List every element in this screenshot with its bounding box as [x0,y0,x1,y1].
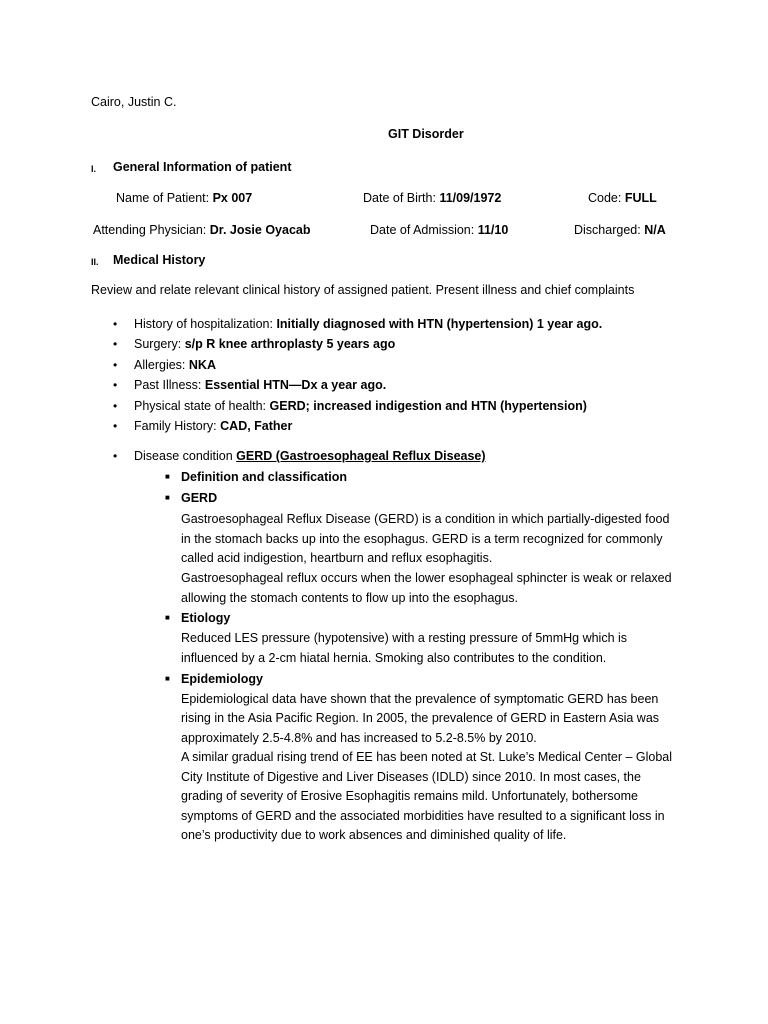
history-item-value: Essential HTN—Dx a year ago. [204,378,387,392]
square-bullet-icon: ■ [165,493,170,502]
history-item-label: Allergies: [134,358,186,372]
section-1-numeral: I. [91,164,97,174]
list-item [134,378,386,392]
history-item-label: History of hospitalization: [134,317,273,331]
code-status [588,191,657,205]
history-item-value: GERD; increased indigestion and HTN (hypertension) [269,399,587,413]
dob-label: Date of Birth: [363,191,436,205]
list-item [134,399,587,413]
bullet-dot-icon: • [113,449,118,463]
list-item [134,419,292,433]
history-item-label: Physical state of health: [134,399,267,413]
dob-value: 11/09/1972 [439,191,502,205]
epidemiology-text-line: one’s productivity due to work absences and diminished quality of life. [181,828,567,842]
date-of-birth [363,191,501,205]
admission-value: 11/10 [477,223,509,237]
gerd-text-line: Gastroesophageal reflux occurs when the lower esophageal sphincter is weak or relaxed [181,571,672,585]
discharged-label: Discharged: [574,223,641,237]
section-2-numeral: II. [91,257,99,267]
patient-name-value: Px 007 [212,191,253,205]
disease-condition [134,449,486,463]
list-item [134,317,602,331]
epidemiology-text-line: City Institute of Digestive and Liver Diseases (IDLD) since 2010. In most cases, the [181,770,641,784]
gerd-text-line: allowing the stomach contents to flow up into the esophagus. [181,591,519,605]
discharged-status [574,223,666,237]
history-item-value: NKA [188,358,216,372]
history-item-value: CAD, Father [220,419,293,433]
epidemiology-text-line: grading of severity of Erosive Esophagitis remains mild. Unfortunately, bothersome [181,789,638,803]
disease-condition-label: Disease condition [134,449,233,463]
patient-name-label: Name of Patient: [116,191,210,205]
section-2-intro: Review and relate relevant clinical history of assigned patient. Present illness and chief complaints [91,283,635,297]
code-label: Code: [588,191,622,205]
epidemiology-text-line: symptoms of GERD and the associated morbidities have resulted to a significant loss in [181,809,665,823]
gerd-text-line: in the stomach backs up into the esophagus. GERD is a term recognized for commonly [181,532,663,546]
epidemiology-text-line: A similar gradual rising trend of EE has been noted at St. Luke’s Medical Center – Global [181,750,673,764]
bullet-dot-icon: • [113,378,118,392]
gerd-text-line: called acid indigestion, heartburn and reflux esophagitis. [181,551,493,565]
gerd-text-line: Gastroesophageal Reflux Disease (GERD) is a condition in which partially-digested food [181,512,670,526]
discharged-value: N/A [644,223,666,237]
bullet-dot-icon: • [113,337,118,351]
list-item [134,337,395,351]
bullet-dot-icon: • [113,399,118,413]
etiology-text-line: influenced by a 2-cm hiatal hernia. Smoking also contributes to the condition. [181,651,607,665]
date-of-admission [370,223,508,237]
author-name: Cairo, Justin C. [91,95,177,109]
list-item [134,358,216,372]
square-bullet-icon: ■ [165,472,170,481]
square-bullet-icon: ■ [165,674,170,683]
section-1-heading: General Information of patient [113,160,292,174]
epidemiology-heading: Epidemiology [181,672,263,686]
attending-physician [93,223,311,237]
section-2-heading: Medical History [113,253,206,267]
physician-label: Attending Physician: [93,223,207,237]
history-item-value: s/p R knee arthroplasty 5 years ago [184,337,396,351]
code-value: FULL [624,191,657,205]
epidemiology-text-line: Epidemiological data have shown that the prevalence of symptomatic GERD has been [181,692,659,706]
bullet-dot-icon: • [113,317,118,331]
square-bullet-icon: ■ [165,613,170,622]
etiology-text-line: Reduced LES pressure (hypotensive) with a resting pressure of 5mmHg which is [181,631,628,645]
epidemiology-text-line: rising in the Asia Pacific Region. In 2005, the prevalence of GERD in Eastern Asia was [181,711,660,725]
patient-name [116,191,252,205]
definition-heading: Definition and classification [181,470,347,484]
bullet-dot-icon: • [113,419,118,433]
gerd-heading: GERD [181,491,218,505]
epidemiology-text-line: approximately 2.5-4.8% and has increased to 5.2-8.5% by 2010. [181,731,537,745]
history-item-label: Surgery: [134,337,182,351]
history-item-label: Past Illness: [134,378,202,392]
disease-condition-value: GERD (Gastroesophageal Reflux Disease) [236,449,486,463]
history-item-value: Initially diagnosed with HTN (hypertension) 1 year ago. [276,317,603,331]
physician-value: Dr. Josie Oyacab [209,223,311,237]
bullet-dot-icon: • [113,358,118,372]
history-item-label: Family History: [134,419,217,433]
document-title: GIT Disorder [388,127,464,141]
etiology-heading: Etiology [181,611,231,625]
admission-label: Date of Admission: [370,223,475,237]
